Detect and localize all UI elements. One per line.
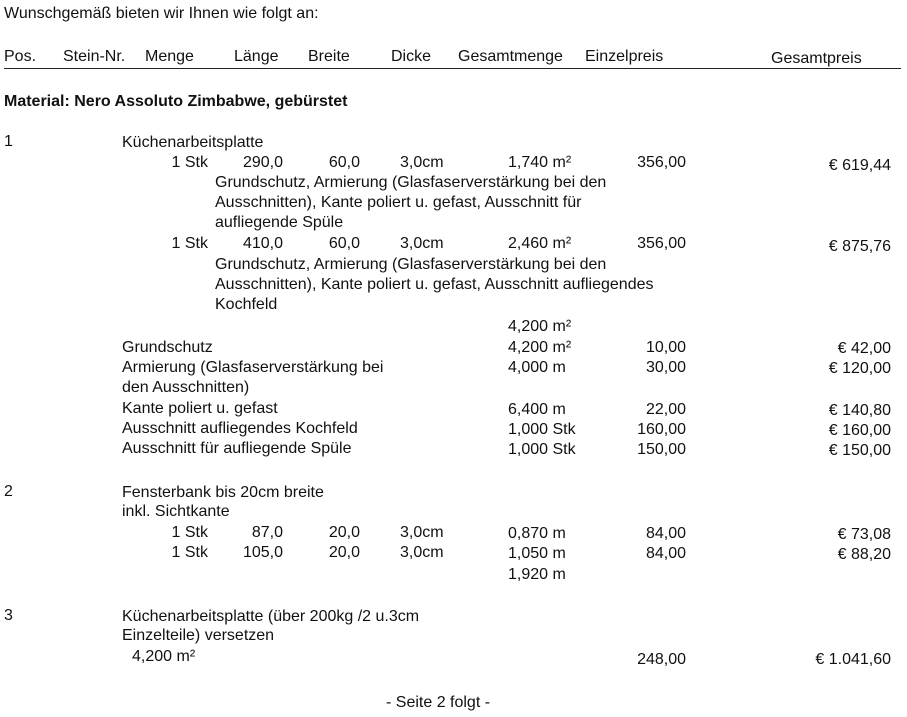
pos1-extra-einzelpreis: 10,00 [645,339,686,356]
pos1-line2-laenge: 410,0 [242,235,283,252]
pos1-line1-laenge: 290,0 [242,154,283,171]
header-breite: Breite [308,48,350,65]
pos2-line1-gesamtmenge: 0,870 m [508,525,566,542]
pos2-line1-breite: 20,0 [328,524,360,541]
pos3-gesamtpreis: € 1.041,60 [815,651,891,668]
pos1-line1-dicke: 3,0cm [400,154,444,171]
header-gesamtpreis: Gesamtpreis [771,50,862,67]
pos1-line1-gesamtmenge: 1,740 m² [508,154,572,171]
pos2-line2-menge: 1 Stk [171,544,208,561]
pos1-line1-desc: aufliegende Spüle [215,214,344,231]
pos1-line2-dicke: 3,0cm [400,235,444,252]
header-rule [4,68,901,69]
header-gesamtmenge: Gesamtmenge [458,48,563,65]
pos1-extra-menge: 1,000 Stk [508,421,576,438]
pos1-line1-desc: Grundschutz, Armierung (Glasfaserverstärkung bei den [215,174,607,191]
pos1-extra-gesamtpreis: € 140,80 [828,402,891,419]
pos1-extra-menge: 4,200 m² [508,339,572,356]
pos1-extra-menge: 1,000 Stk [508,441,576,458]
header-menge: Menge [145,48,194,65]
pos1-extra-label: Kante poliert u. gefast [122,400,278,417]
intro-text: Wunschgemäß bieten wir Ihnen wie folgt an: [4,5,319,22]
page-footer: - Seite 2 folgt - [386,694,491,711]
pos3-menge: 4,200 m² [132,648,196,665]
pos1-extra-label: den Ausschnitten) [122,379,250,396]
header-pos: Pos. [4,48,37,65]
pos1-extra-label: Grundschutz [122,339,213,356]
pos3-title: Einzelteile) versetzen [122,627,275,644]
pos2-title: Fensterbank bis 20cm breite [122,484,324,501]
pos1-extra-gesamtpreis: € 42,00 [837,340,891,357]
pos1-extra-label: Ausschnitt für aufliegende Spüle [122,440,352,457]
pos1-title: Küchenarbeitsplatte [122,134,264,151]
pos1-line2-breite: 60,0 [328,235,360,252]
pos1-line2-menge: 1 Stk [171,235,208,252]
pos2-line1-dicke: 3,0cm [400,524,444,541]
pos1-extra-einzelpreis: 22,00 [645,401,686,418]
pos1-line1-breite: 60,0 [328,154,360,171]
pos1-line2-desc: Grundschutz, Armierung (Glasfaserverstärkung bei den [215,256,607,273]
header-dicke: Dicke [391,48,432,65]
pos2-line2-gesamtpreis: € 88,20 [837,546,891,563]
pos2-line2-gesamtmenge: 1,050 m [508,545,566,562]
pos2-line2-dicke: 3,0cm [400,544,444,561]
pos1-line1-menge: 1 Stk [171,154,208,171]
pos1-extra-gesamtpreis: € 150,00 [828,442,891,459]
pos1-line1-einzelpreis: 356,00 [637,154,686,171]
pos2-line2-breite: 20,0 [328,544,360,561]
pos1-line1-desc: Ausschnitten), Kante poliert u. gefast, Ausschnitt für [215,194,582,211]
pos3-title: Küchenarbeitsplatte (über 200kg /2 u.3cm [122,608,420,625]
pos2-line1-gesamtpreis: € 73,08 [837,526,891,543]
pos1-extra-label: Ausschnitt aufliegendes Kochfeld [122,420,358,437]
pos1-extra-menge: 6,400 m [508,401,566,418]
header-einzelpreis: Einzelpreis [585,48,664,65]
pos1-extra-einzelpreis: 30,00 [645,359,686,376]
pos2-subtotal: 1,920 m [508,566,566,583]
pos2-line1-laenge: 87,0 [251,524,283,541]
pos1-extra-gesamtpreis: € 160,00 [828,422,891,439]
pos2-line2-einzelpreis: 84,00 [645,545,686,562]
pos2-line1-einzelpreis: 84,00 [645,525,686,542]
pos1-extra-menge: 4,000 m [508,359,566,376]
pos2-title: inkl. Sichtkante [122,503,230,520]
pos2-line1-menge: 1 Stk [171,524,208,541]
pos1-extra-gesamtpreis: € 120,00 [828,360,891,377]
pos1-line1-gesamtpreis: € 619,44 [828,157,891,174]
header-laenge: Länge [234,48,279,65]
pos1-line2-desc: Ausschnitten), Kante poliert u. gefast, Ausschnitt aufliegendes [215,276,654,293]
header-stein-nr: Stein-Nr. [63,48,126,65]
pos1-line2-gesamtmenge: 2,460 m² [508,235,572,252]
pos1-subtotal: 4,200 m² [508,318,572,335]
pos1-line2-desc: Kochfeld [215,296,278,313]
pos1-line2-einzelpreis: 356,00 [637,235,686,252]
pos2-number: 2 [4,483,13,500]
pos1-line2-gesamtpreis: € 875,76 [828,238,891,255]
pos3-einzelpreis: 248,00 [637,651,686,668]
pos2-line2-laenge: 105,0 [242,544,283,561]
pos1-extra-einzelpreis: 160,00 [637,421,686,438]
pos1-extra-einzelpreis: 150,00 [637,441,686,458]
material-heading: Material: Nero Assoluto Zimbabwe, gebürstet [4,93,348,110]
pos1-number: 1 [4,133,13,150]
pos1-extra-label: Armierung (Glasfaserverstärkung bei [122,359,384,376]
pos3-number: 3 [4,607,13,624]
